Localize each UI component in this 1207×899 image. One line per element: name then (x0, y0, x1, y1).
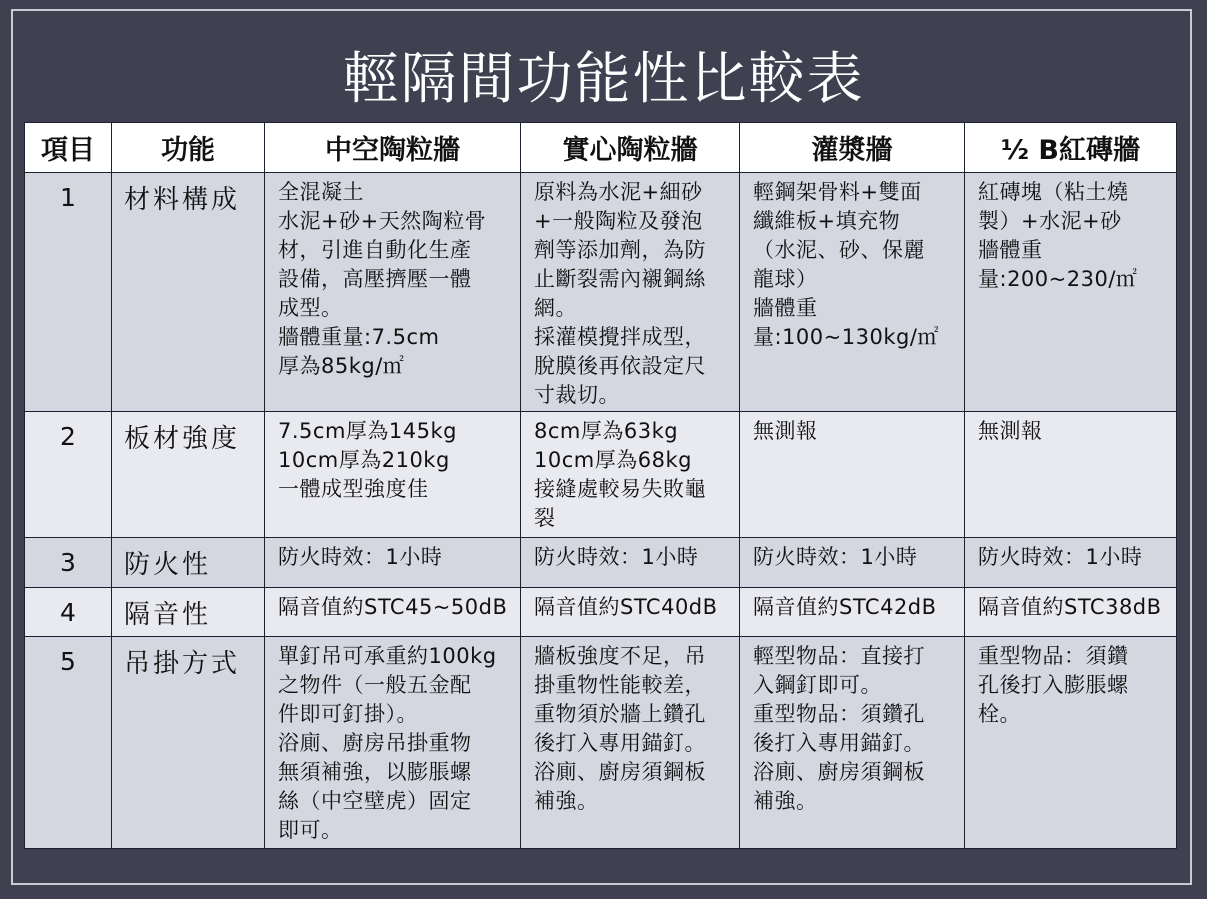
cell-line: 裂 (534, 506, 556, 530)
cell-hollow-ceramsite (265, 637, 521, 849)
cell-line: 採灌模攪拌成型， (534, 325, 706, 349)
cell-solid-ceramsite (521, 412, 740, 538)
cell-line: 之物件（一般五金配 (278, 673, 472, 697)
cell-line: 10cm厚為210kg (278, 448, 450, 472)
cell-grout (740, 637, 965, 849)
cell-line: 牆體重 (978, 238, 1043, 262)
table-row (25, 173, 1177, 412)
cell-line: 全混凝土 (278, 180, 364, 204)
cell-line: 龍球） (753, 267, 818, 291)
table-row (25, 588, 1177, 637)
cell-line: 原料為水泥+細砂 (534, 180, 703, 204)
cell-line: 重型物品：須鑽孔 (753, 702, 925, 726)
page-title: 輕隔間功能性比較表 (342, 47, 865, 112)
cell-line: 浴廁、廚房吊掛重物 (278, 731, 472, 755)
cell-line: 絲（中空壁虎）固定 (278, 789, 472, 813)
cell-line: 掛重物性能較差， (534, 673, 706, 697)
header-row (25, 123, 1177, 173)
cell-line: 栓。 (978, 702, 1021, 726)
cell-hollow-ceramsite (265, 588, 521, 637)
cell-line: 接縫處較易失敗龜 (534, 477, 706, 501)
cell-line: 入鋼釘即可。 (753, 673, 882, 697)
cell-hollow-ceramsite (265, 412, 521, 538)
cell-line: 寸裁切。 (534, 383, 620, 407)
header-red-brick-wall: ½ B紅磚牆 (965, 123, 1177, 173)
cell-line: 纖維板+填充物 (753, 209, 901, 233)
cell-line: 重物須於牆上鑽孔 (534, 702, 706, 726)
cell-line: 10cm厚為68kg (534, 448, 692, 472)
cell-line: 輕鋼架骨料+雙面 (753, 180, 922, 204)
cell-line: 設備，高壓擠壓一體 (278, 267, 472, 291)
cell-line: 浴廁、廚房須鋼板 (534, 760, 706, 784)
row-number: 2 (25, 412, 112, 538)
cell-line: 隔音值約STC38dB (978, 595, 1162, 619)
header-solid-ceramsite-wall: 實心陶粒牆 (521, 123, 740, 173)
table-row (25, 538, 1177, 588)
row-function: 吊掛方式 (112, 637, 265, 849)
cell-line: 止斷裂需內襯鋼絲 (534, 267, 706, 291)
row-function: 板材強度 (112, 412, 265, 538)
cell-line: 無須補強，以膨脹螺 (278, 760, 472, 784)
cell-solid-ceramsite (521, 538, 740, 588)
cell-solid-ceramsite (521, 637, 740, 849)
cell-solid-ceramsite (521, 588, 740, 637)
row-number: 5 (25, 637, 112, 849)
cell-line: 厚為85kg/㎡ (278, 354, 405, 378)
row-function: 隔音性 (112, 588, 265, 637)
cell-line: 量:100~130kg/㎡ (753, 325, 939, 349)
cell-line: 隔音值約STC42dB (753, 595, 937, 619)
cell-red-brick (965, 173, 1177, 412)
cell-red-brick (965, 538, 1177, 588)
cell-line: 牆體重量:7.5cm (278, 325, 440, 349)
cell-line: 後打入專用錨釘。 (753, 731, 925, 755)
cell-line: 後打入專用錨釘。 (534, 731, 706, 755)
cell-hollow-ceramsite (265, 173, 521, 412)
table-row (25, 637, 1177, 849)
cell-hollow-ceramsite (265, 538, 521, 588)
cell-line: 網。 (534, 296, 577, 320)
cell-grout (740, 538, 965, 588)
cell-line: 防火時效：1小時 (978, 545, 1143, 569)
header-hollow-ceramsite-wall: 中空陶粒牆 (265, 123, 521, 173)
row-number: 1 (25, 173, 112, 412)
cell-line: 7.5cm厚為145kg (278, 419, 457, 443)
cell-solid-ceramsite (521, 173, 740, 412)
header-function: 功能 (112, 123, 265, 173)
header-grout-wall: 灌漿牆 (740, 123, 965, 173)
cell-line: 脫膜後再依設定尺 (534, 354, 706, 378)
cell-line: 防火時效：1小時 (278, 545, 443, 569)
cell-line: 8cm厚為63kg (534, 419, 679, 443)
cell-line: 製）+水泥+砂 (978, 209, 1122, 233)
cell-line: 無測報 (978, 419, 1043, 443)
cell-line: 單釘吊可承重約100kg (278, 644, 497, 668)
cell-line: 材，引進自動化生產 (278, 238, 472, 262)
cell-line: 浴廁、廚房須鋼板 (753, 760, 925, 784)
cell-line: 補強。 (753, 789, 818, 813)
cell-line: 成型。 (278, 296, 343, 320)
cell-line: 隔音值約STC40dB (534, 595, 718, 619)
cell-grout (740, 412, 965, 538)
row-function: 防火性 (112, 538, 265, 588)
cell-line: 一體成型強度佳 (278, 477, 429, 501)
cell-line: 紅磚塊（粘土燒 (978, 180, 1129, 204)
cell-line: （水泥、砂、保麗 (753, 238, 925, 262)
row-number: 4 (25, 588, 112, 637)
comparison-table (24, 122, 1177, 849)
cell-line: 孔後打入膨脹螺 (978, 673, 1129, 697)
cell-line: 量:200~230/㎡ (978, 267, 1138, 291)
cell-line: 牆板強度不足，吊 (534, 644, 706, 668)
row-function: 材料構成 (112, 173, 265, 412)
cell-line: 無測報 (753, 419, 818, 443)
cell-line: 牆體重 (753, 296, 818, 320)
cell-line: 防火時效：1小時 (753, 545, 918, 569)
cell-line: 補強。 (534, 789, 599, 813)
cell-grout (740, 588, 965, 637)
cell-line: 輕型物品：直接打 (753, 644, 925, 668)
cell-line: +一般陶粒及發泡 (534, 209, 703, 233)
row-number: 3 (25, 538, 112, 588)
cell-line: 即可。 (278, 818, 343, 842)
cell-line: 重型物品：須鑽 (978, 644, 1129, 668)
table-row (25, 412, 1177, 538)
cell-red-brick (965, 588, 1177, 637)
cell-line: 件即可釘掛）。 (278, 702, 418, 726)
cell-line: 劑等添加劑，為防 (534, 238, 706, 262)
cell-red-brick (965, 637, 1177, 849)
header-item: 項目 (25, 123, 112, 173)
cell-line: 隔音值約STC45~50dB (278, 595, 508, 619)
cell-grout (740, 173, 965, 412)
cell-red-brick (965, 412, 1177, 538)
cell-line: 水泥+砂+天然陶粒骨 (278, 209, 487, 233)
cell-line: 防火時效：1小時 (534, 545, 699, 569)
